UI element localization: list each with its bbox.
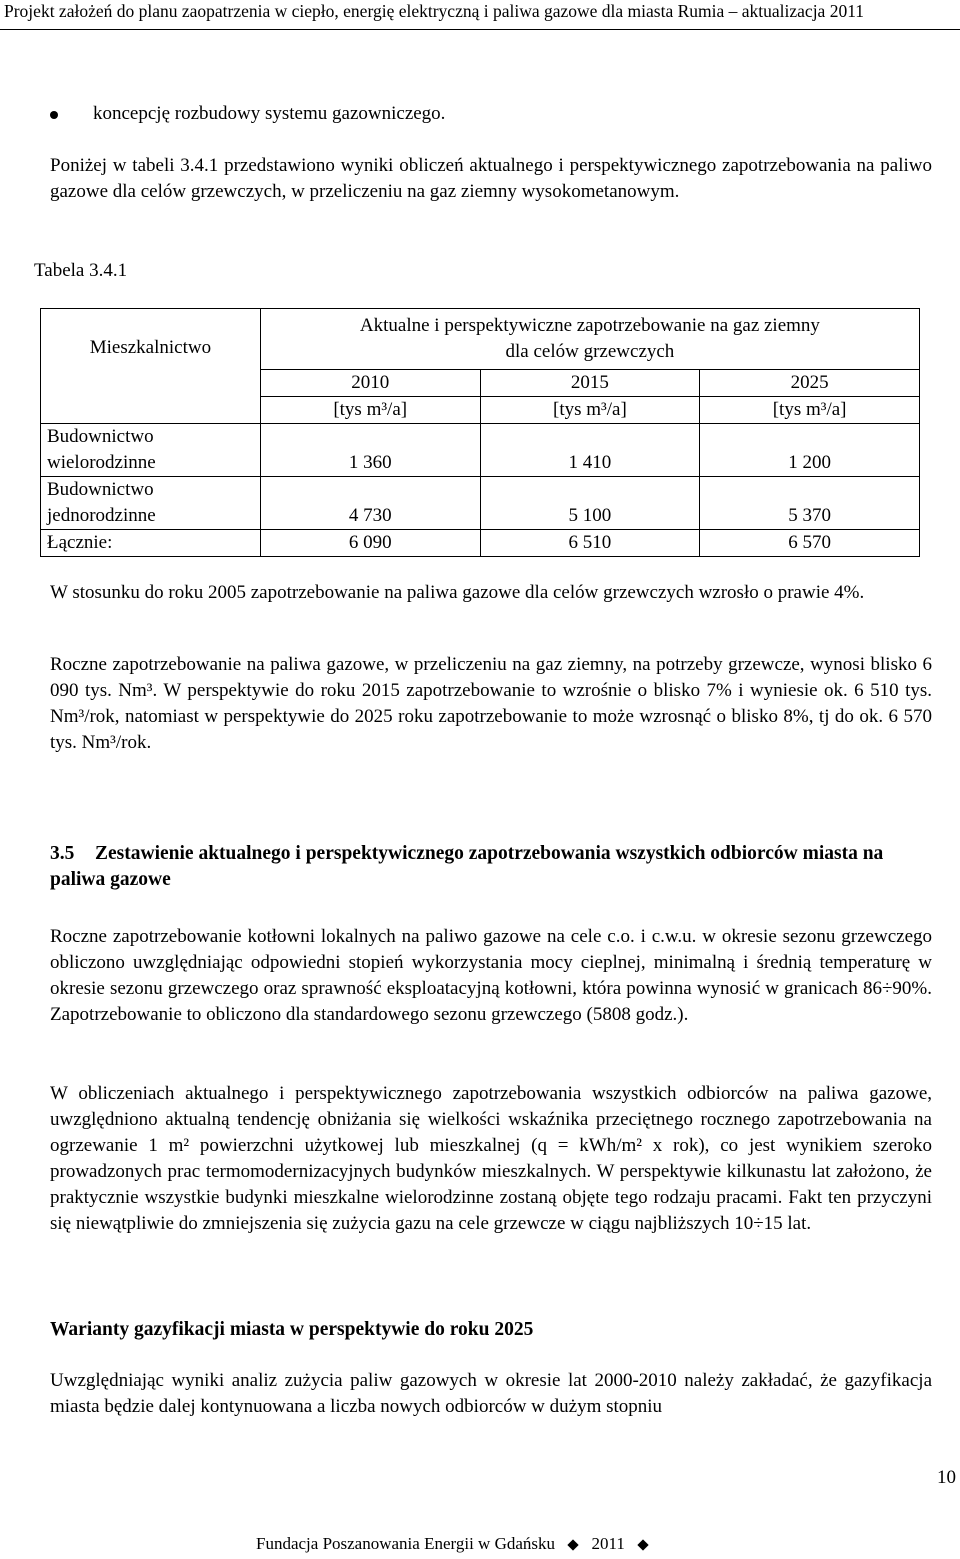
- table-cell: 5 100: [480, 477, 700, 530]
- table-caption: Tabela 3.4.1: [34, 260, 128, 281]
- year-header: 2025: [700, 370, 920, 397]
- paragraph-variants: Uwzględniając wyniki analiz zużycia paliw gazowych w okresie lat 2000-2010 należy zakładać, że gazyfikacja miasta będzie dalej kontynuowana a liczba nowych odbiorców w dużym stopniu: [50, 1370, 932, 1417]
- row-label-line2: jednorodzinne: [47, 505, 156, 526]
- diamond-icon: [568, 1539, 579, 1550]
- row-label-line2: wielorodzinne: [47, 452, 156, 473]
- table-cell: 5 370: [700, 477, 920, 530]
- table-cell: 1 360: [260, 424, 480, 477]
- page-number: 10: [937, 1467, 956, 1488]
- row-label: [41, 424, 261, 477]
- table-cell: 4 730: [260, 477, 480, 530]
- group-header: [260, 309, 919, 370]
- table-row: [41, 477, 920, 530]
- col-header-housing: Mieszkalnictwo: [41, 309, 261, 424]
- paragraph-trend: W stosunku do roku 2005 zapotrzebowanie na paliwa gazowe dla celów grzewczych wzrosło o prawie 4%.: [50, 582, 865, 603]
- diamond-icon: [637, 1539, 648, 1550]
- section-title: Zestawienie aktualnego i perspektywicznego zapotrzebowania wszystkich odbiorców miasta na paliwa gazowe: [50, 843, 884, 890]
- section-number: 3.5: [50, 843, 75, 864]
- total-cell: 6 090: [260, 530, 480, 557]
- bullet-text: koncepcję rozbudowy systemu gazowniczego.: [93, 103, 446, 124]
- total-cell: 6 510: [480, 530, 700, 557]
- paragraph-calculations: W obliczeniach aktualnego i perspektywicznego zapotrzebowania wszystkich odbiorców na paliwa gazowe, uwzględniono aktualną tendencję obniżania się wielkości wskaźnika przeciętnego rocznego zapotrzebowania na ogrzewanie 1 m² powierzchni użytkowej lub mieszkalnej (q = kWh/m² x rok), co jest wynikiem szeroko prowadzonych prac termomodernizacyjnych budynków mieszkalnych. W perspektywie kilkunastu lat założono, że praktycznie wszystkie budynki mieszkalne wielorodzinne zostaną objęte tego rodzaju pracami. Fakt ten przyczyni się niewątpliwie do zmniejszenia się zużycia gazu na cele grzewcze w ciągu najbliższych 10÷15 lat.: [50, 1083, 932, 1234]
- bullet-dot-icon: [50, 111, 58, 119]
- row-label-line1: Budownictwo: [47, 426, 154, 447]
- row-label: [41, 477, 261, 530]
- table-total-row: [41, 530, 920, 557]
- table-cell: 1 200: [700, 424, 920, 477]
- unit-header: [tys m³/a]: [260, 397, 480, 424]
- unit-header: [tys m³/a]: [480, 397, 700, 424]
- year-header: 2015: [480, 370, 700, 397]
- footer-year: 2011: [591, 1534, 625, 1553]
- section-heading: [50, 841, 932, 893]
- year-header: 2010: [260, 370, 480, 397]
- group-header-line2: dla celów grzewczych: [505, 341, 675, 362]
- paragraph-boiler-demand: Roczne zapotrzebowanie kotłowni lokalnych na paliwo gazowe na cele c.o. i c.w.u. w okresie sezonu grzewczego obliczono uwzględniając odpowiedni stopień wykorzystania mocy cieplnej, minimalną i średnią temperaturę w okresie sezonu grzewczego oraz sprawność eksploatacyjną kotłowni, która powinna wynosić w granicach 86÷90%. Zapotrzebowanie to obliczono dla standardowego sezonu grzewczego (5808 godz.).: [50, 926, 932, 1025]
- footer-org: Fundacja Poszanowania Energii w Gdańsku: [256, 1534, 556, 1553]
- group-header-line1: Aktualne i perspektywiczne zapotrzebowanie na gaz ziemny: [359, 315, 820, 336]
- running-header: Projekt założeń do planu zaopatrzenia w ciepło, energię elektryczną i paliwa gazowe dla miasta Rumia – aktualizacja 2011: [0, 0, 960, 30]
- row-label-line1: Budownictwo: [47, 479, 154, 500]
- table-row: [41, 424, 920, 477]
- subheading: Warianty gazyfikacji miasta w perspektywie do roku 2025: [50, 1319, 534, 1340]
- intro-paragraph: Poniżej w tabeli 3.4.1 przedstawiono wyniki obliczeń aktualnego i perspektywicznego zapotrzebowania na paliwo gazowe dla celów grzewczych, w przeliczeniu na gaz ziemny wysokometanowym.: [50, 155, 932, 202]
- paragraph-annual-demand: Roczne zapotrzebowanie na paliwa gazowe, w przeliczeniu na gaz ziemny, na potrzeby grzewcze, wynosi blisko 6 090 tys. Nm³. W perspektywie do roku 2015 zapotrzebowanie to wzrośnie o blisko 7% i wyniesie ok. 6 510 tys. Nm³/rok, natomiast w perspektywie do 2025 roku zapotrzebowanie to może wzrosnąć o blisko 8%, tj do ok. 6 570 tys. Nm³/rok.: [50, 654, 932, 753]
- total-cell: 6 570: [700, 530, 920, 557]
- page-footer: [256, 1534, 657, 1554]
- total-label: Łącznie:: [41, 530, 261, 557]
- unit-header: [tys m³/a]: [700, 397, 920, 424]
- demand-table: [40, 308, 920, 557]
- table-cell: 1 410: [480, 424, 700, 477]
